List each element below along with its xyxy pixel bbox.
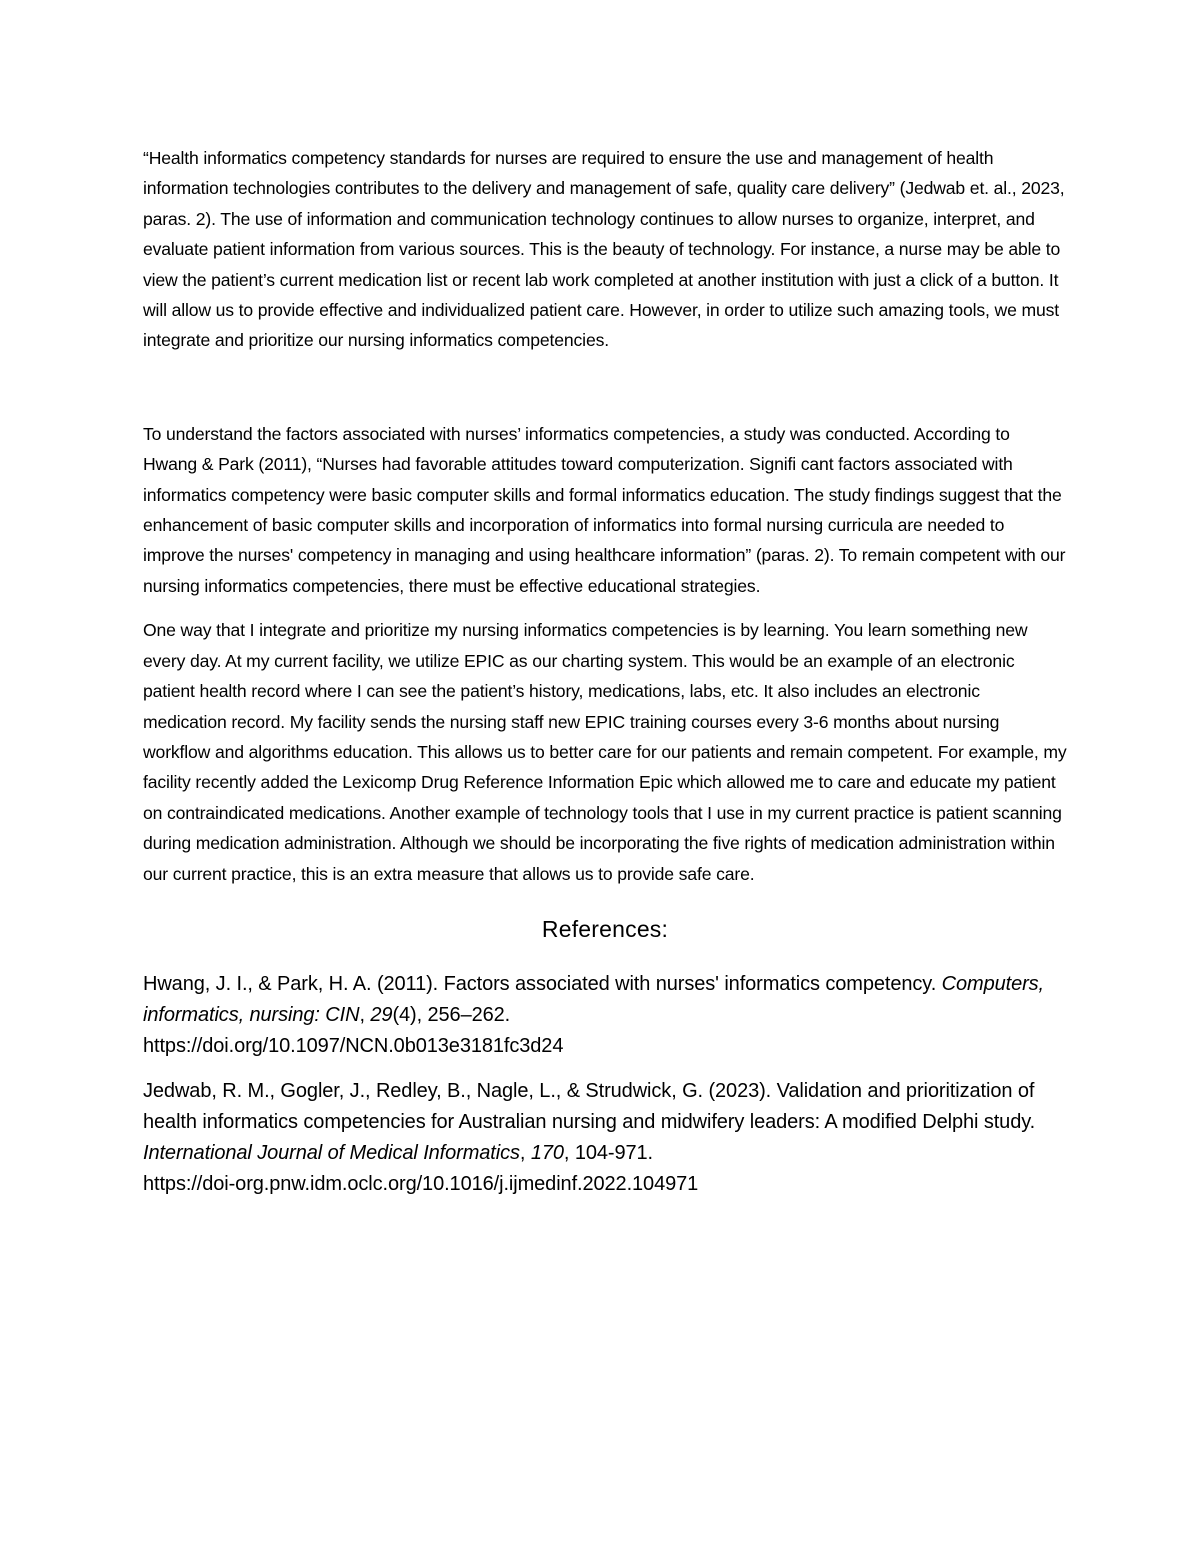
reference-authors-title: Hwang, J. I., & Park, H. A. (2011). Factors associated with nurses' informatics competency.: [143, 972, 942, 995]
reference-volume: 170: [530, 1141, 564, 1164]
reference-separator: ,: [519, 1141, 531, 1164]
body-paragraph-1: “Health informatics competency standards for nurses are required to ensure the use and management of health information technologies contributes to the delivery and management of safe, quality care delivery” (Jedwab et. al., 2023, paras. 2). The use of information and communication technology continues to allow nurses to organize, interpret, and evaluate patient information from various sources. This is the beauty of technology. For instance, a nurse may be able to view the patient’s current medication list or recent lab work completed at another institution with just a click of a button. It will allow us to provide effective and individualized patient care. However, in order to utilize such amazing tools, we must integrate and prioritize our nursing informatics competencies.: [143, 148, 1065, 351]
reference-entry-2: [143, 1076, 1067, 1200]
references-heading: References:: [541, 915, 669, 942]
document-body: [143, 143, 1067, 1214]
reference-volume: 29: [370, 1003, 393, 1026]
body-paragraph-2: To understand the factors associated with nurses’ informatics competencies, a study was conducted. According to Hwang & Park (2011), “Nurses had favorable attitudes toward computerization. Signifi cant factors associated with informatics competency were basic computer skills and formal informatics education. The study findings suggest that the enhancement of basic computer skills and incorporation of informatics into formal nursing curricula are needed to improve the nurses' competency in managing and using healthcare information” (paras. 2). To remain competent with our nursing informatics competencies, there must be effective educational strategies.: [143, 423, 1066, 596]
reference-authors-title: Jedwab, R. M., Gogler, J., Redley, B., Nagle, L., & Strudwick, G. (2023). Validation and prioritization of health informatics competencies for Australian nursing and midwifery leaders: A modified Delphi study.: [143, 1079, 1036, 1133]
reference-source: International Journal of Medical Informatics: [143, 1141, 520, 1164]
body-paragraph-3: One way that I integrate and prioritize my nursing informatics competencies is by learning. You learn something new every day. At my current facility, we utilize EPIC as our charting system. This would be an example of an electronic patient health record where I can see the patient’s history, medications, labs, etc. It also includes an electronic medication record. My facility sends the nursing staff new EPIC training courses every 3-6 months about nursing workflow and algorithms education. This allows us to better care for our patients and remain competent. For example, my facility recently added the Lexicomp Drug Reference Information Epic which allowed me to care and educate my patient on contraindicated medications. Another example of technology tools that I use in my current practice is patient scanning during medication administration. Although we should be incorporating the five rights of medication administration within our current practice, this is an extra measure that allows us to provide safe care.: [143, 620, 1067, 884]
reference-entry-1: [143, 969, 1067, 1062]
reference-pages: , 104-971.: [563, 1141, 653, 1164]
reference-doi-link[interactable]: https://doi.org/10.1097/NCN.0b013e3181fc3d24: [143, 1034, 564, 1057]
reference-source: Computers, informatics, nursing: CIN: [143, 972, 1045, 1026]
reference-separator: ,: [359, 1003, 371, 1026]
reference-pages: (4), 256–262.: [392, 1003, 511, 1026]
reference-doi-link[interactable]: https://doi-org.pnw.idm.oclc.org/10.1016/j.ijmedinf.2022.104971: [143, 1172, 699, 1195]
